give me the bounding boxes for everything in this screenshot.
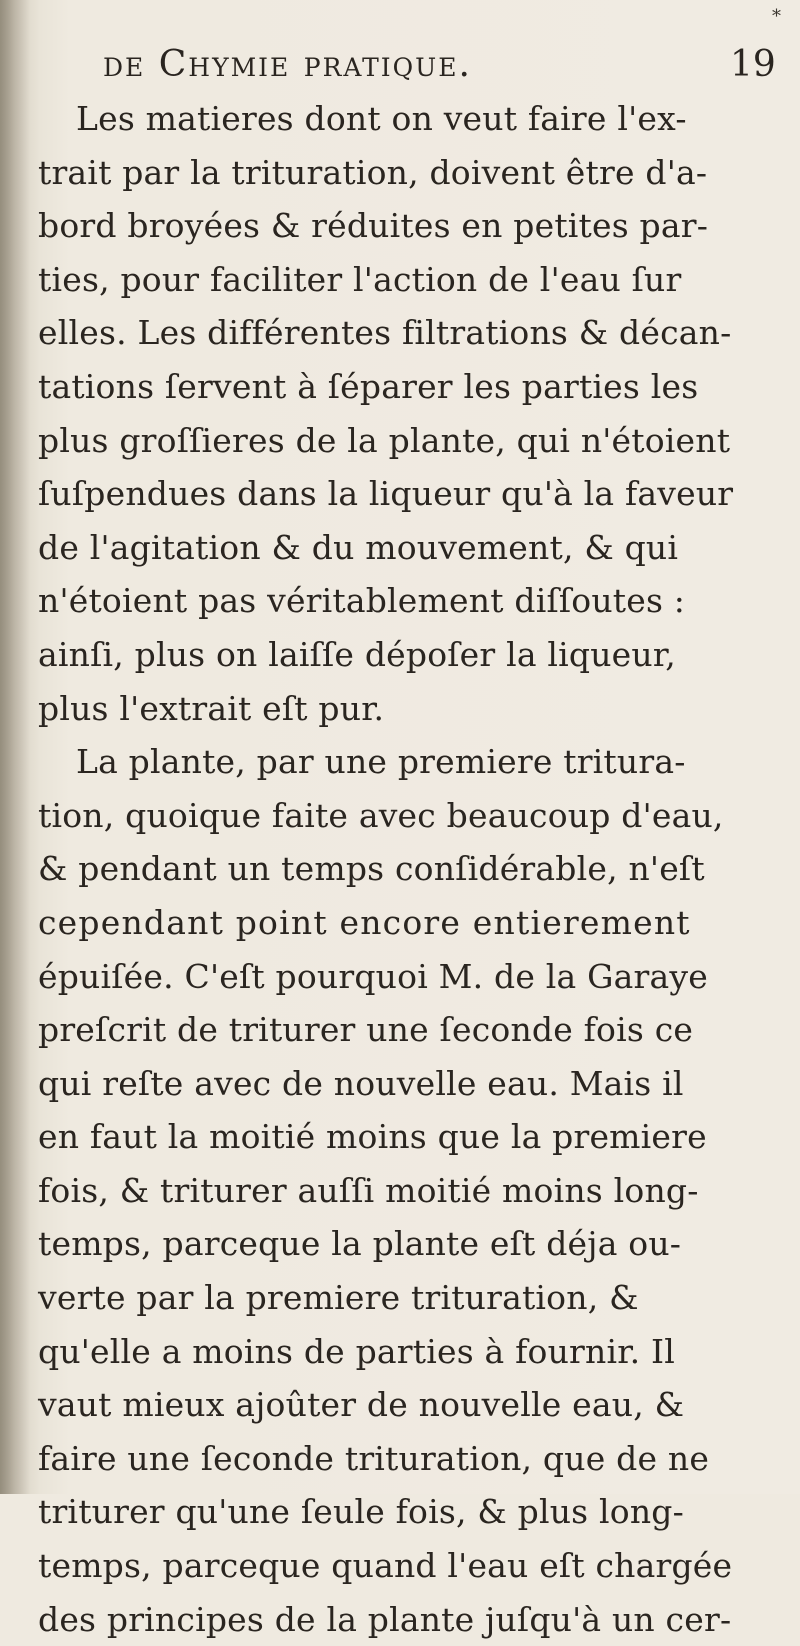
text-line: Les matieres dont on veut faire l'ex- [76,99,687,138]
text-line: preſcrit de triturer une ſeconde fois ce [38,1010,694,1050]
text-line: triturer qu'une ſeule fois, & plus long- [38,1492,684,1532]
body-text [38,92,778,1646]
running-title: de Chymie pratique. [103,44,472,85]
running-header [0,44,800,94]
text-line: ties, pour faciliter l'action de l'eau ſur [38,259,682,299]
text-line: n'étoient pas véritablement diſſoutes : [38,581,686,621]
text-line: ainſi, plus on laiſſe dépoſer la liqueur, [38,634,676,674]
text-line: qu'elle a moins de parties à fournir. Il [38,1331,675,1371]
page-number: 19 [730,44,776,85]
text-line: qui reſte avec de nouvelle eau. Mais il [38,1063,684,1103]
text-line: elles. Les différentes filtrations & décan- [38,313,732,353]
text-line: & pendant un temps conſidérable, n'eſt [38,849,705,889]
text-line: plus l'extrait eſt pur. [38,688,385,728]
text-line: temps, parceque la plante eſt déja ou- [38,1224,682,1264]
text-line: tion, quoique faite avec beaucoup d'eau, [38,795,724,835]
text-line: La plante, par une premiere tritura- [76,742,686,782]
text-line: temps, parceque quand l'eau eſt chargée [38,1546,733,1586]
text-line: vaut mieux ajoûter de nouvelle eau, & [38,1385,685,1425]
text-line: épuiſée. C'eſt pourquoi M. de la Garaye [38,956,708,996]
text-line: trait par la trituration, doivent être d'a- [38,152,708,192]
text-line: tations ſervent à ſéparer les parties les [38,366,699,406]
text-line: ſuſpendues dans la liqueur qu'à la faveur [38,474,734,514]
text-line: faire une ſeconde trituration, que de ne [38,1438,710,1478]
text-line: des principes de la plante juſqu'à un cer- [38,1599,732,1639]
text-line: en faut la moitié moins que la premiere [38,1117,707,1157]
text-line: de l'agitation & du mouvement, & qui [38,527,679,567]
text-line: cependant point encore entierement [38,902,691,942]
text-line: fois, & triturer auſſi moitié moins long- [38,1170,699,1210]
text-line: bord broyées & réduites en petites par- [38,206,709,246]
gutter-shadow [0,0,30,1494]
text-line: plus groſſieres de la plante, qui n'étoient [38,420,731,460]
text-line: verte par la premiere trituration, & [38,1278,639,1318]
corner-mark: * [772,6,781,27]
